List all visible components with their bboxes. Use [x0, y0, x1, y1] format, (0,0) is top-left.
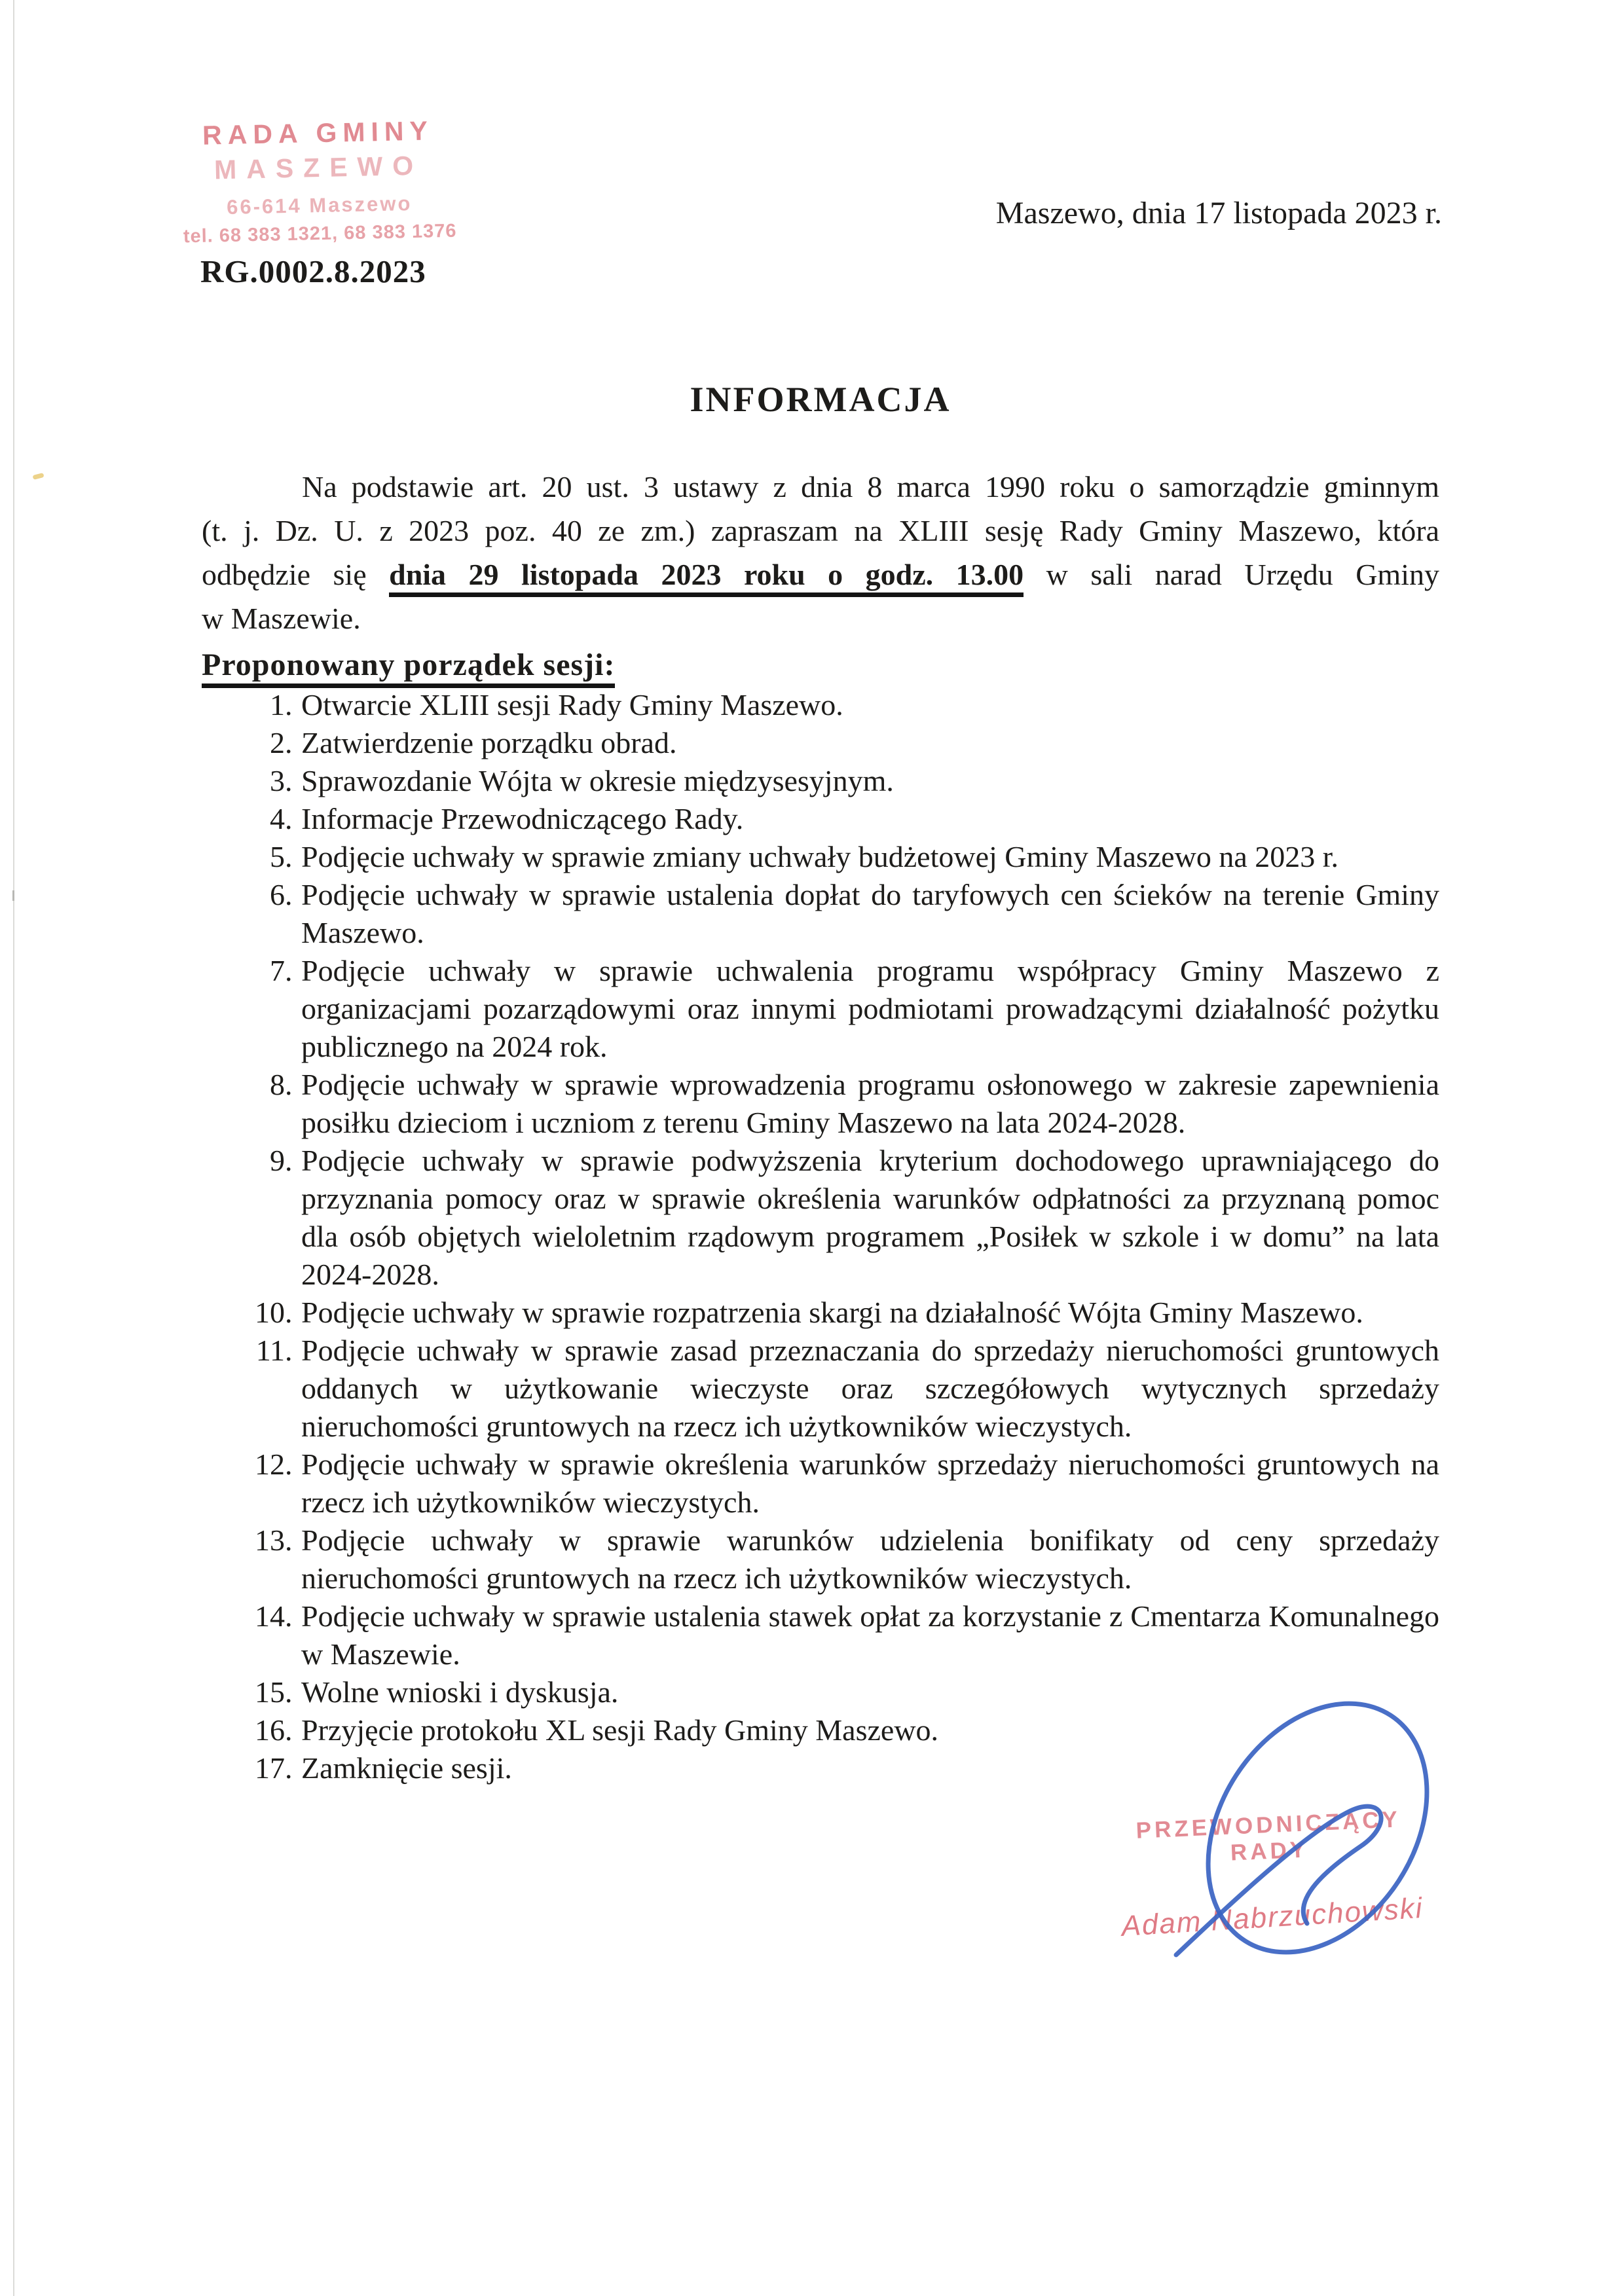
agenda-item-10: 10. Podjęcie uchwały w sprawie rozpatrzenia skargi na działalność Wójta Gminy Maszewo. — [300, 1294, 1439, 1332]
office-stamp — [161, 115, 477, 248]
agenda-item-1: 1. Otwarcie XLIII sesji Rady Gminy Maszewo. — [300, 686, 1439, 724]
intro-line-1: Na podstawie art. 20 ust. 3 ustawy z dnia 8 marca 1990 roku o samorządzie gminnym — [302, 470, 1439, 503]
agenda-item-7: 7. Podjęcie uchwały w sprawie uchwalenia programu współpracy Gminy Maszewo z organizacjami pozarządowymi oraz innymi podmiotami prowadzącymi działalność pożytku publicznego na 2024 rok. — [300, 952, 1439, 1066]
office-stamp-address: 66-614 Maszewo — [226, 192, 413, 219]
agenda-item-2: 2. Zatwierdzenie porządku obrad. — [300, 724, 1439, 762]
agenda-item-3: 3. Sprawozdanie Wójta w okresie międzysesyjnym. — [300, 762, 1439, 800]
scan-edge-artifact — [13, 0, 14, 2296]
intro-line-3 — [202, 553, 1439, 596]
office-stamp-org-line1: RADA GMINY — [202, 115, 434, 151]
session-date-time-highlight: dnia 29 listopada 2023 roku o godz. 13.00 — [389, 558, 1024, 597]
intro-paragraph — [202, 465, 1439, 640]
chairman-stamp — [1094, 1805, 1447, 1942]
agenda-item-4: 4. Informacje Przewodniczącego Rady. — [300, 800, 1439, 838]
agenda-item-11: 11. Podjęcie uchwały w sprawie zasad przeznaczania do sprzedaży nieruchomości gruntowych oddanych w użytkowanie wieczyste oraz szczegółowych wytycznych sprzedaży nieruchomości gruntowych na rzecz ich użytkowników wieczystych. — [300, 1332, 1439, 1446]
scan-speck-artifact — [32, 473, 44, 480]
agenda-heading-text: Proponowany porządek sesji: — [202, 647, 615, 688]
scan-edge-dash-artifact — [12, 890, 14, 901]
agenda-item-5: 5. Podjęcie uchwały w sprawie zmiany uchwały budżetowej Gminy Maszewo na 2023 r. — [300, 838, 1439, 876]
agenda-item-8: 8. Podjęcie uchwały w sprawie wprowadzenia programu osłonowego w zakresie zapewnienia posiłku dzieciom i uczniom z terenu Gminy Maszewo na lata 2024-2028. — [300, 1066, 1439, 1142]
office-stamp-phone: tel. 68 383 1321, 68 383 1376 — [183, 220, 457, 247]
agenda-item-12: 12. Podjęcie uchwały w sprawie określenia warunków sprzedaży nieruchomości gruntowych na rzecz ich użytkowników wieczystych. — [300, 1446, 1439, 1522]
agenda-item-16: 16. Przyjęcie protokołu XL sesji Rady Gminy Maszewo. — [300, 1711, 1439, 1749]
agenda-item-14: 14. Podjęcie uchwały w sprawie ustalenia stawek opłat za korzystanie z Cmentarza Komunalnego w Maszewie. — [300, 1597, 1439, 1673]
agenda-item-17: 17. Zamknięcie sesji. — [300, 1749, 1439, 1787]
agenda-list — [202, 686, 1439, 1787]
document-body — [202, 380, 1439, 1787]
agenda-item-13: 13. Podjęcie uchwały w sprawie warunków udzielenia bonifikaty od ceny sprzedaży nieruchomości gruntowych na rzecz ich użytkowników wieczystych. — [300, 1522, 1439, 1597]
chairman-role-stamp: PRZEWODNICZĄCY RADY — [1135, 1806, 1401, 1866]
office-stamp-org-line2: MASZEWO — [213, 150, 424, 185]
document-title: INFORMACJA — [690, 380, 951, 419]
intro-line-3-before: odbędzie się — [202, 558, 390, 591]
chairman-name-stamp: Adam Nabrzuchowski — [1120, 1891, 1424, 1942]
intro-line-4: w Maszewie. — [202, 602, 361, 635]
agenda-heading — [202, 646, 1439, 685]
agenda-item-15: 15. Wolne wnioski i dyskusja. — [300, 1673, 1439, 1711]
agenda-item-6: 6. Podjęcie uchwały w sprawie ustalenia dopłat do taryfowych cen ścieków na terenie Gminy Maszewo. — [300, 876, 1439, 952]
reference-number: RG.0002.8.2023 — [200, 253, 426, 289]
agenda-item-9: 9. Podjęcie uchwały w sprawie podwyższenia kryterium dochodowego uprawniającego do przyznania pomocy oraz w sprawie określenia warunków odpłatności za przyznaną pomoc dla osób objętych wieloletnim rządowym programem „Posiłek w szkole i w domu” na lata 2024-2028. — [300, 1142, 1439, 1294]
intro-line-2: (t. j. Dz. U. z 2023 poz. 40 ze zm.) zapraszam na XLIII sesję Rady Gminy Maszewo, która — [202, 514, 1439, 547]
place-and-date-line: Maszewo, dnia 17 listopada 2023 r. — [995, 196, 1442, 230]
intro-line-3-after: w sali narad Urzędu Gminy — [1024, 558, 1439, 591]
